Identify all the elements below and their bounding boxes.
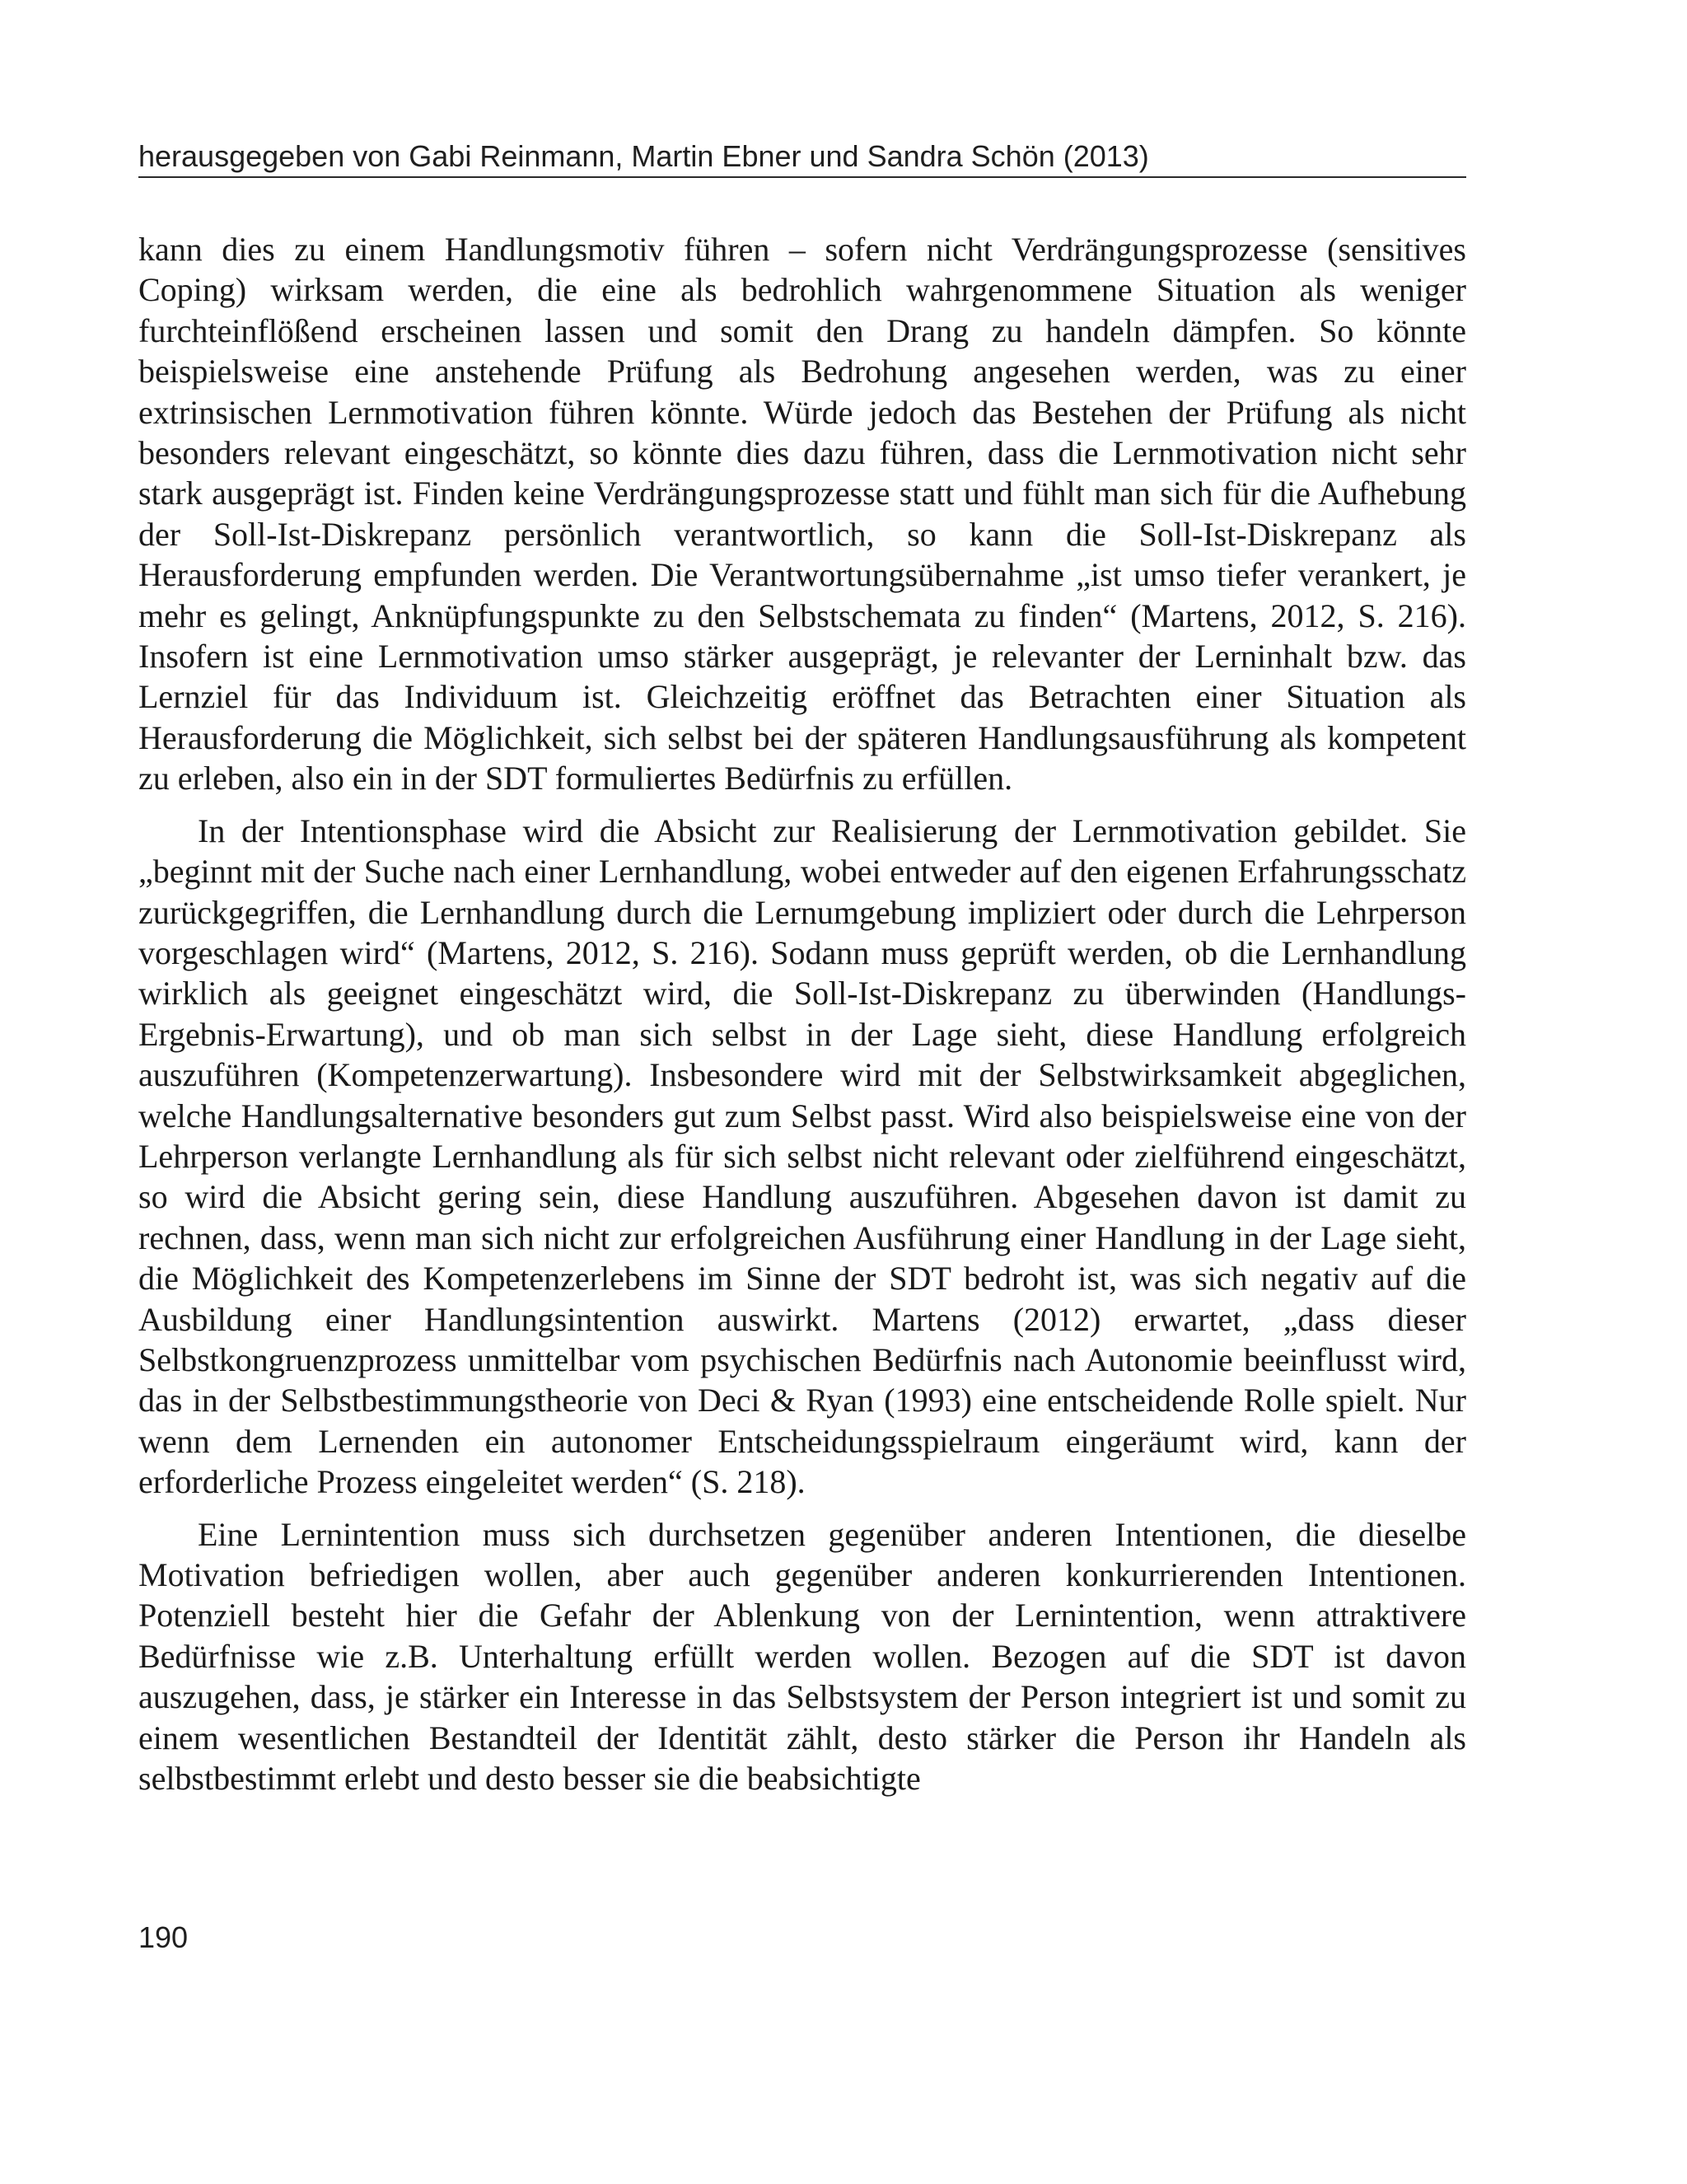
body-text [138,229,1466,1798]
paragraph: kann dies zu einem Handlungsmotiv führen – sofern nicht Verdrängungsprozesse (sensitives Coping) wirksam werden, die eine als bedrohlich wahrgenommene Situation als weniger furchteinflößend erscheinen lassen und somit den Drang zu handeln dämpfen. So könnte beispielsweise eine anstehende Prüfung als Bedrohung angesehen werden, was zu einer extrinsischen Lernmotivation führen könnte. Würde jedoch das Bestehen der Prüfung als nicht besonders relevant eingeschätzt, so könnte dies dazu führen, dass die Lernmotivation nicht sehr stark ausgeprägt ist. Finden keine Verdrängungsprozesse statt und fühlt man sich für die Aufhebung der Soll-Ist-Diskrepanz persönlich verantwortlich, so kann die Soll-Ist-Diskrepanz als Herausforderung empfunden werden. Die Verantwortungsübernahme „ist umso tiefer verankert, je mehr es gelingt, Anknüpfungspunkte zu den Selbstschemata zu finden“ (Martens, 2012, S. 216). Insofern ist eine Lernmotivation umso stärker ausgeprägt, je relevanter der Lerninhalt bzw. das Lernziel für das Individuum ist. Gleichzeitig eröffnet das Betrachten einer Situation als Herausforderung die Möglichkeit, sich selbst bei der späteren Handlungsausführung als kompetent zu erleben, also ein in der SDT formuliertes Bedürfnis zu erfüllen. [138,231,1466,797]
running-header: herausgegeben von Gabi Reinmann, Martin Ebner und Sandra Schön (2013) [138,139,1149,173]
page-number: 190 [138,1920,189,1954]
paragraph: In der Intentionsphase wird die Absicht zur Realisierung der Lernmotivation gebildet. Sie „beginnt mit der Suche nach einer Lernhandlung, wobei entweder auf den eigenen Erfahrungsschatz zurückgegriffen, die Lernhandlung durch die Lernumgebung impliziert oder durch die Lehrperson vorgeschlagen wird“ (Martens, 2012, S. 216). Sodann muss geprüft werden, ob die Lernhandlung wirklich als geeignet eingeschätzt wird, die Soll-Ist-Diskrepanz zu überwinden (Handlungs-Ergebnis-Erwartung), und ob man sich selbst in der Lage sieht, diese Handlung erfolgreich auszuführen (Kompetenzerwartung). Insbesondere wird mit der Selbstwirksamkeit abgeglichen, welche Handlungsalternative besonders gut zum Selbst passt. Wird also beispielsweise eine von der Lehrperson verlangte Lernhandlung als für sich selbst nicht relevant oder zielführend eingeschätzt, so wird die Absicht gering sein, diese Handlung auszuführen. Abgesehen davon ist damit zu rechnen, dass, wenn man sich nicht zur erfolgreichen Ausführung einer Handlung in der Lage sieht, die Möglichkeit des Kompetenzerlebens im Sinne der SDT bedroht ist, was sich negativ auf die Ausbildung einer Handlungsintention auswirkt. Martens (2012) erwartet, „dass dieser Selbstkongruenzprozess unmittelbar vom psychischen Bedürfnis nach Autonomie beeinflusst wird, das in der Selbstbestimmungstheorie von Deci & Ryan (1993) eine entscheidende Rolle spielt. Nur wenn dem Lernenden ein autonomer Entscheidungsspielraum eingeräumt wird, kann der erforderliche Prozess eingeleitet werden“ (S. 218). [138,811,1466,1501]
header-rule [138,176,1466,178]
paragraph: Eine Lernintention muss sich durchsetzen gegenüber anderen Intentionen, die dieselbe Motivation befriedigen wollen, aber auch gegenüber anderen konkurrierenden Intentionen. Potenziell besteht hier die Gefahr der Ablenkung von der Lernintention, wenn attraktivere Bedürfnisse wie z.B. Unterhaltung erfüllt werden wollen. Bezogen auf die SDT ist davon auszugehen, dass, je stärker ein Interesse in das Selbstsystem der Person integriert ist und somit zu einem wesentlichen Bestandteil der Identität zählt, desto stärker die Person ihr Handeln als selbstbestimmt erlebt und desto besser sie die beabsichtigte [138,1515,1466,1798]
